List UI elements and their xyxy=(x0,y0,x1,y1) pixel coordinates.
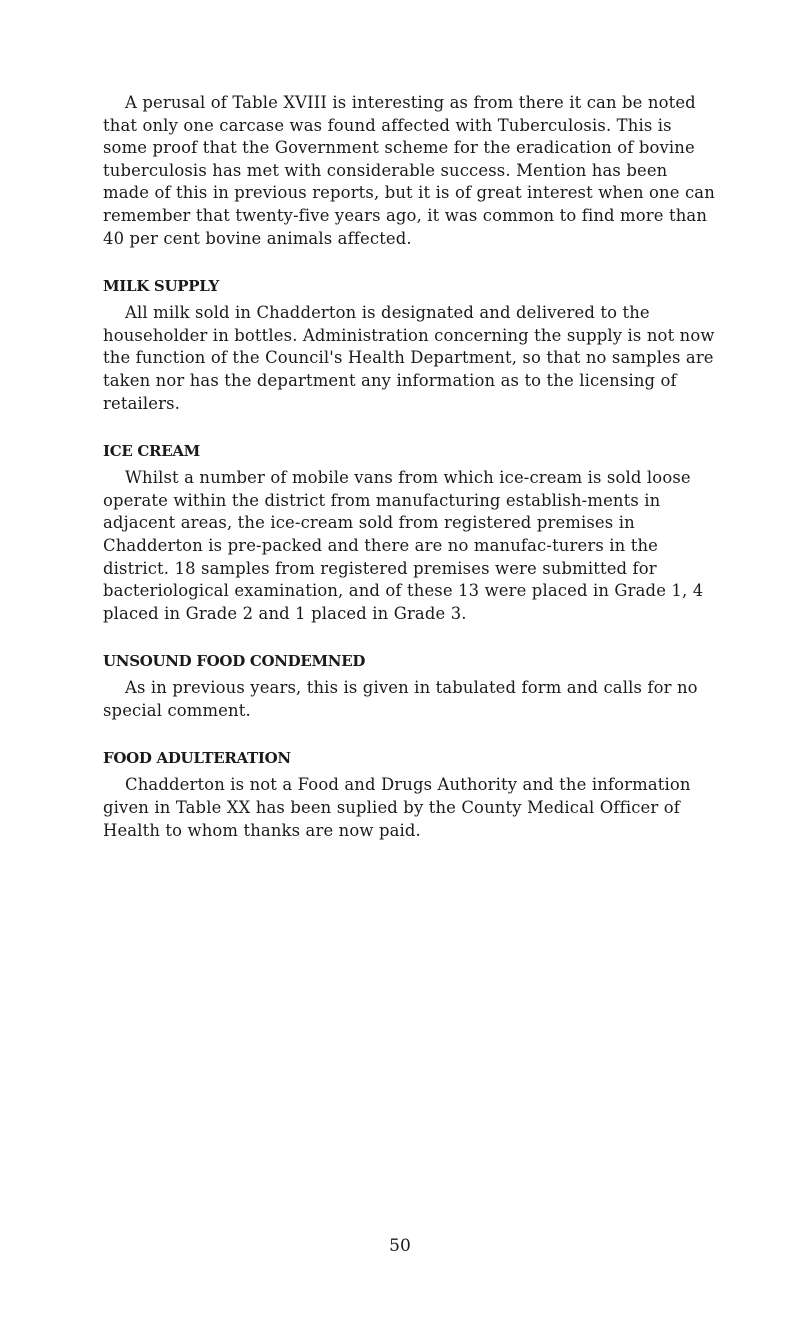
section-ice-cream xyxy=(103,441,715,625)
page-number: 50 xyxy=(389,1236,411,1256)
section-heading: ICE CREAM xyxy=(103,442,200,461)
section-food-adulteration xyxy=(103,748,715,842)
section-heading: UNSOUND FOOD CONDEMNED xyxy=(103,652,366,671)
intro-paragraph: A perusal of Table XVIII is interesting as from there it can be noted that only one carcase was found affected with Tuberculosis. This is some proof that the Government scheme for the eradication of bovine tuberculosis has met with considerable success. Mention has been made of this in previous reports, but it is of great interest when one can remember that twenty-five years ago, it was common to find more than 40 per cent bovine animals affected. xyxy=(103,93,715,248)
section-heading: MILK SUPPLY xyxy=(103,277,219,296)
section-heading: FOOD ADULTERATION xyxy=(103,749,291,768)
section-unsound-food xyxy=(103,651,715,722)
section-body: All milk sold in Chadderton is designated and delivered to the householder in bottles. Administration concerning the supply is not now the function of the Council's Health Department, so that no samples are taken nor has the department any information as to the licensing of retailers. xyxy=(103,303,715,413)
section-body: Whilst a number of mobile vans from which ice-cream is sold loose operate within the district from manufacturing establish-ments in adjacent areas, the ice-cream sold from registered premises in Chadderton is pre-packed and there are no manufac-turers in the district. 18 samples from registered premises were submitted for bacteriological examination, and of these 13 were placed in Grade 1, 4 placed in Grade 2 and 1 placed in Grade 3. xyxy=(103,468,704,623)
section-milk-supply xyxy=(103,276,715,415)
section-body: Chadderton is not a Food and Drugs Authority and the information given in Table XX has been suplied by the County Medical Officer of Health to whom thanks are now paid. xyxy=(103,775,691,840)
page-content xyxy=(103,92,715,842)
section-body: As in previous years, this is given in tabulated form and calls for no special comment. xyxy=(103,678,698,720)
